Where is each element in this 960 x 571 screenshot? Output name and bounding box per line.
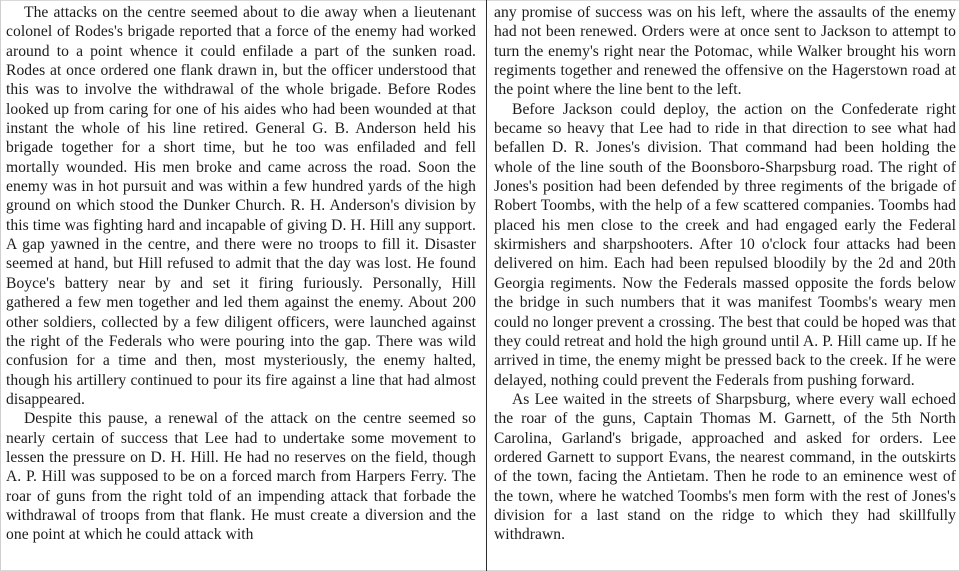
top-edge <box>0 0 960 1</box>
paragraph: Before Jackson could deploy, the action on the Confederate right became so heavy that Lee had to ride in that direction to see what had befallen D. R. Jones's division. That command had been holding the whole of the line south of the Boonsboro-Sharpsburg road. The right of Jones's position had been defended by three regiments of the brigade of Robert Toombs, with the help of a few scattered companies. Toombs had placed his men close to the creek and had engaged early the Federal skirmishers and sharpshooters. After 10 o'clock four attacks had been delivered on him. Each had been repulsed bloodily by the 2d and 20th Georgia regiments. Now the Federals massed opposite the fords below the bridge in such numbers that it was manifest Toombs's weary men could no longer prevent a crossing. The best that could be hoped was that they could retreat and hold the high ground until A. P. Hill came up. If he arrived in time, the enemy might be pressed back to the creek. If he were delayed, nothing could prevent the Federals from pushing forward. <box>494 100 956 389</box>
right-column <box>494 3 956 545</box>
paragraph: The attacks on the centre seemed about to die away when a lieutenant colonel of Rodes's brigade reported that a force of the enemy had worked around to a point whence it could enfilade a part of the sunken road. Rodes at once ordered one flank drawn in, but the officer understood that this was to involve the withdrawal of the whole brigade. Before Rodes looked up from caring for one of his aides who had been wounded at that instant the whole of his line retired. General G. B. Anderson held his brigade together for a short time, but he too was enfiladed and fell mortally wounded. His men broke and came across the road. Soon the enemy was in hot pursuit and was within a few hundred yards of the high ground on which stood the Dunker Church. R. H. Anderson's division by this time was fighting hard and incapable of giving D. H. Hill any support. A gap yawned in the centre, and there were no troops to fill it. Disaster seemed at hand, but Hill refused to admit that the day was lost. He found Boyce's battery near by and set it firing furiously. Personally, Hill gathered a few men together and led them against the enemy. About 200 other soldiers, collected by a few diligent officers, were launched against the right of the Federals who were pouring into the gap. There was wild confusion for a time and then, most mysteriously, the enemy halted, though his artillery continued to pour its fire against a line that had almost disappeared. <box>6 4 476 408</box>
paragraph: Despite this pause, a renewal of the attack on the centre seemed so nearly certain of success that Lee had to undertake some movement to lessen the pressure on D. H. Hill. He had no reserves on the field, though A. P. Hill was supposed to be on a forced march from Harpers Ferry. The roar of guns from the right told of an impending attack that forbade the withdrawal of troops from that flank. He must create a diversion and the one point at which he could attack with <box>6 410 476 544</box>
paragraph-continuation: any promise of success was on his left, where the assaults of the enemy had not been renewed. Orders were at once sent to Jackson to attempt to turn the enemy's right near the Potomac, while Walker brought his worn regiments together and renewed the offensive on the Hagerstown road at the point where the line bent to the left. <box>494 4 956 99</box>
left-edge <box>0 0 1 571</box>
paragraph: As Lee waited in the streets of Sharpsburg, where every wall echoed the roar of the guns, Captain Thomas M. Garnett, of the 5th North Carolina, Garland's brigade, approached and asked for orders. Lee ordered Garnett to support Evans, the nearest command, in the outskirts of the town, facing the Antietam. Then he rode to an eminence west of the town, where he watched Toombs's men form with the rest of Jones's division for a last stand on the ridge to which they had skillfully withdrawn. <box>494 390 956 544</box>
column-divider <box>486 0 487 571</box>
left-column <box>4 3 476 545</box>
